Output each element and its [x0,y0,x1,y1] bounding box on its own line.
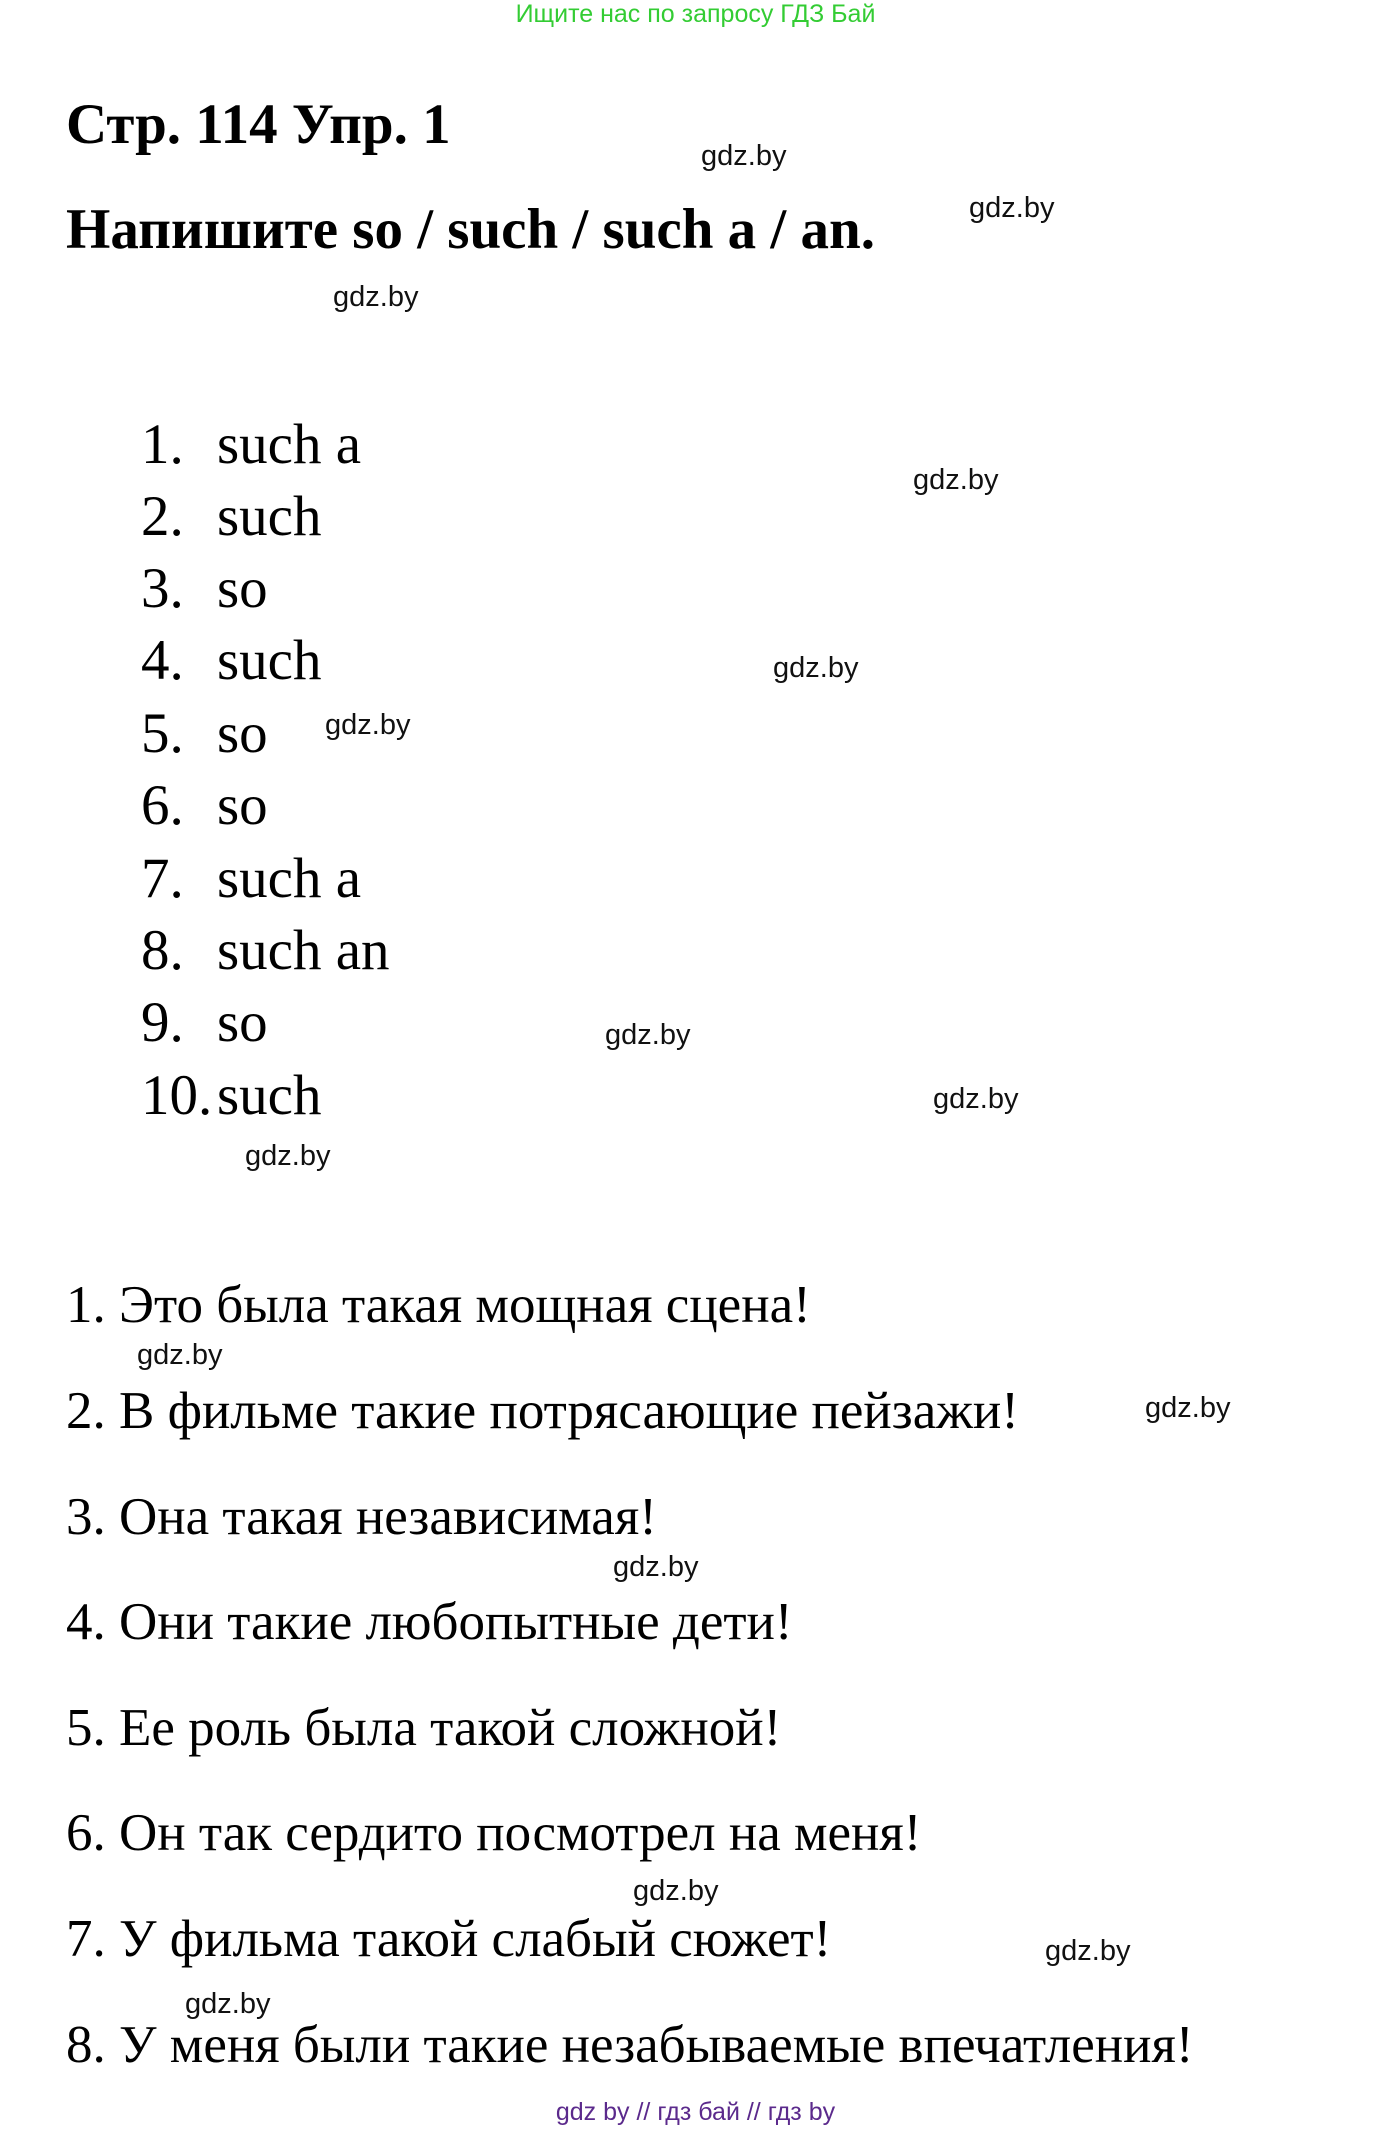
list-item: 10.such [141,1064,322,1127]
list-item: 3. so [141,557,268,620]
list-item: 4. Они такие любопытные дети! [66,1593,793,1651]
watermark: gdz.by [333,281,419,313]
watermark: gdz.by [325,709,411,741]
list-item: 1. such a [141,413,362,476]
list-item: 8. У меня были такие незабываемые впечатления! [66,2016,1194,2074]
watermark: gdz.by [245,1140,331,1172]
watermark: gdz.by [1145,1392,1231,1424]
footer-links[interactable]: gdz by // гдз бай // гдз by [555,2098,836,2126]
list-item: 1. Это была такая мощная сцена! [66,1276,811,1334]
list-item: 5. so [141,702,268,765]
watermark: gdz.by [633,1875,719,1907]
list-item: 7. such a [141,847,362,910]
watermark: gdz.by [701,140,787,172]
watermark: gdz.by [605,1019,691,1051]
list-item: 5. Ее роль была такой сложной! [66,1699,782,1757]
page-title: Стр. 114 Упр. 1 [66,93,451,156]
watermark: gdz.by [969,192,1055,224]
list-item: 8. such an [141,919,390,982]
list-item: 7. У фильма такой слабый сюжет! [66,1910,832,1968]
list-item: 3. Она такая независимая! [66,1488,657,1546]
list-item: 2. В фильме такие потрясающие пейзажи! [66,1382,1019,1440]
list-item: 6. so [141,774,268,837]
watermark: gdz.by [1045,1935,1131,1967]
watermark: gdz.by [913,464,999,496]
list-item: 9. so [141,991,268,1054]
instruction: Напишите so / such / such a / an. [66,198,875,261]
list-item: 4. such [141,629,322,692]
watermark: gdz.by [137,1339,223,1371]
watermark: gdz.by [185,1988,271,2020]
watermark: gdz.by [613,1551,699,1583]
search-banner: Ищите нас по запросу ГДЗ Бай [515,0,876,28]
watermark: gdz.by [773,652,859,684]
list-item: 6. Он так сердито посмотрел на меня! [66,1804,922,1862]
list-item: 2. such [141,485,322,548]
watermark: gdz.by [933,1083,1019,1115]
